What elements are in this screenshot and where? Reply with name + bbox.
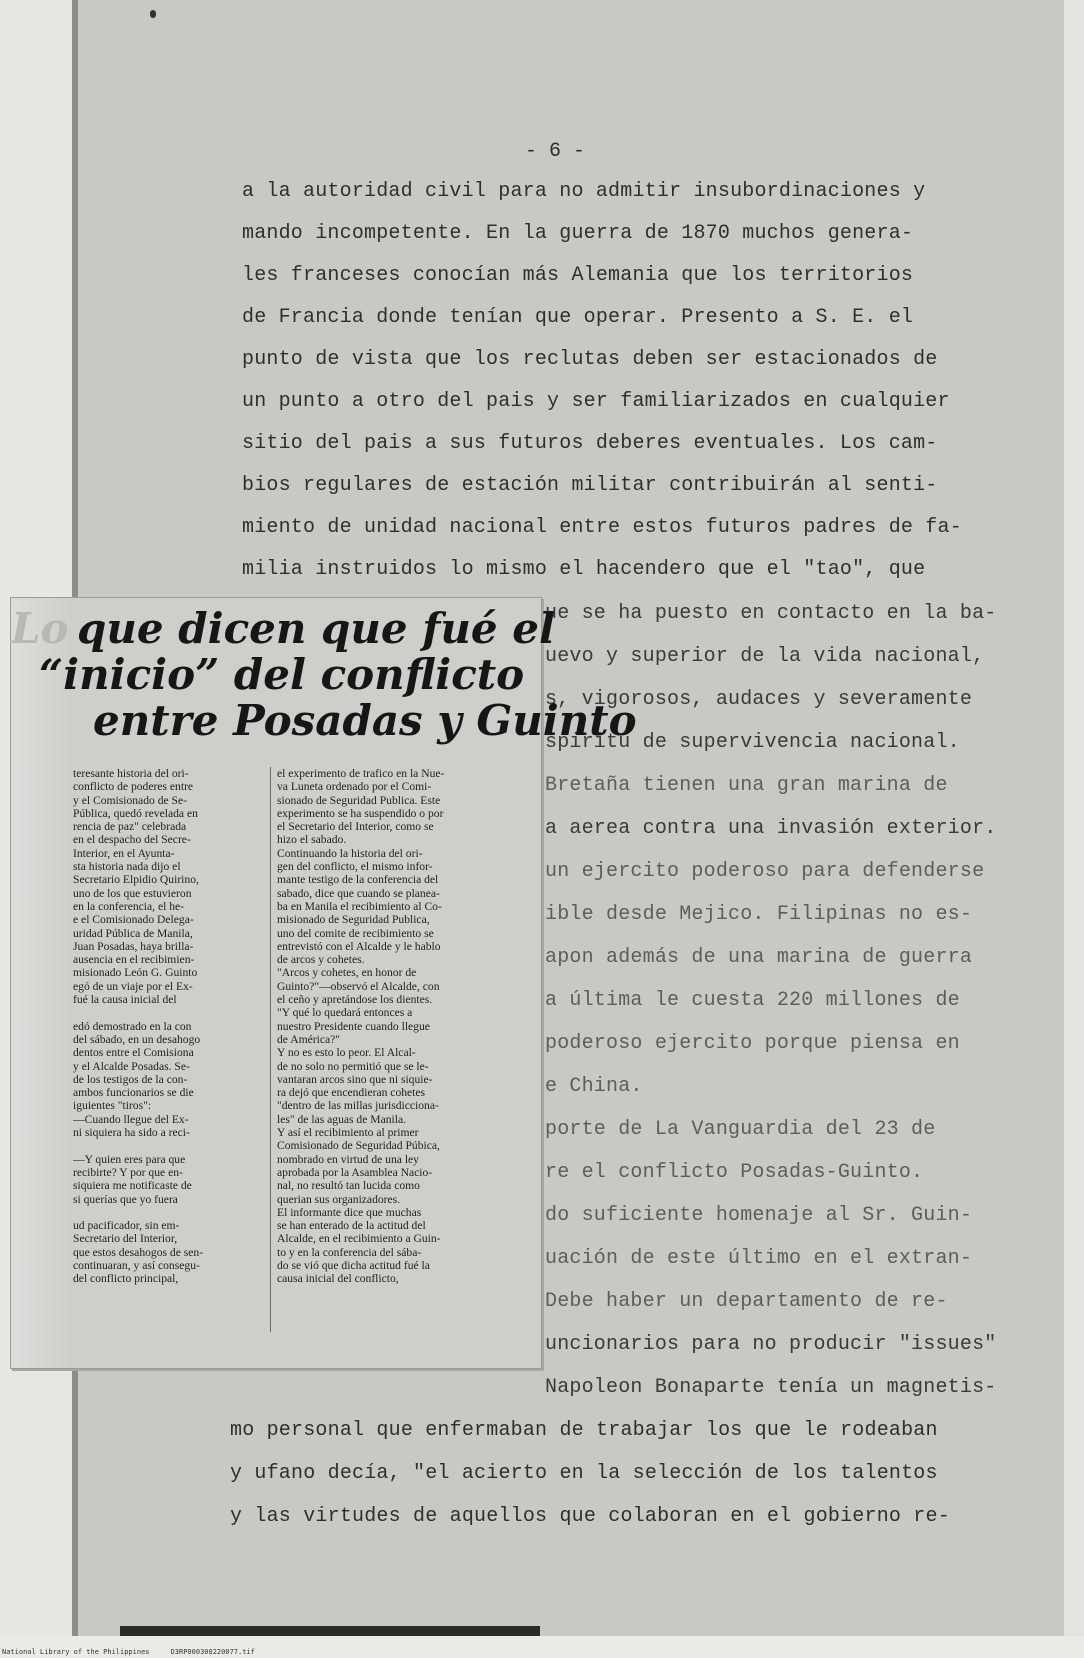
headline-ghost: Lo bbox=[11, 604, 69, 653]
column-line: va Luneta ordenado por el Comi- bbox=[277, 780, 432, 794]
column-line: Juan Posadas, haya brilla- bbox=[73, 939, 194, 953]
typed-line: un ejercito poderoso para defenderse bbox=[545, 860, 985, 883]
column-line: siquiera me notificaste de bbox=[73, 1179, 192, 1193]
column-line: do se vió que dicha actitud fué la bbox=[277, 1258, 430, 1272]
scan-right-margin bbox=[1064, 0, 1084, 1658]
column-line: querian sus organizadores. bbox=[277, 1192, 401, 1206]
typed-line: uncionarios para no producir "issues" bbox=[545, 1333, 997, 1356]
column-line: "Y qué lo quedará entonces a bbox=[277, 1006, 413, 1020]
column-line: vantaran arcos sino que ni siquie- bbox=[277, 1072, 433, 1086]
typed-line: milia instruidos lo mismo el hacendero que el "tao", que bbox=[242, 558, 926, 581]
column-line: El informante dice que muchas bbox=[277, 1205, 422, 1219]
column-line: edó demostrado en la con bbox=[73, 1019, 192, 1033]
column-line: de arcos y cohetes. bbox=[277, 953, 365, 967]
typed-line: bios regulares de estación militar contribuirán al senti- bbox=[242, 474, 938, 497]
column-line: nombrado en virtud de una ley bbox=[277, 1152, 419, 1166]
column-line: nal, no resultó tan lucida como bbox=[277, 1179, 420, 1193]
column-line: y el Alcalde Posadas. Se- bbox=[73, 1059, 190, 1073]
typed-line: mando incompetente. En la guerra de 1870 muchos genera- bbox=[242, 222, 914, 245]
column-line: uno del comite de recibimiento se bbox=[277, 926, 434, 940]
column-line: y el Comisionado de Se- bbox=[73, 793, 187, 807]
column-line: "Arcos y cohetes, en honor de bbox=[277, 966, 417, 980]
column-line: sionado de Seguridad Publica. Este bbox=[277, 793, 441, 807]
column-divider bbox=[270, 767, 271, 1332]
column-line: conflicto de poderes entre bbox=[73, 780, 194, 794]
column-line: Interior, en el Ayunta- bbox=[73, 846, 175, 860]
typed-line: uevo y superior de la vida nacional, bbox=[545, 645, 985, 668]
typed-line: apon además de una marina de guerra bbox=[545, 946, 973, 969]
typed-line: punto de vista que los reclutas deben ser estacionados de bbox=[242, 348, 938, 371]
punch-mark bbox=[150, 10, 156, 18]
clipping-faded-edge bbox=[11, 598, 73, 1368]
scan-dark-edge bbox=[120, 1626, 540, 1636]
column-line: que estos desahogos de sen- bbox=[73, 1245, 204, 1259]
column-line: Continuando la historia del ori- bbox=[277, 846, 423, 860]
column-line: ud pacificador, sin em- bbox=[73, 1219, 180, 1233]
column-line: "dentro de las millas jurisdicciona- bbox=[277, 1099, 439, 1113]
column-line bbox=[73, 1206, 298, 1219]
typed-line: Debe haber un departamento de re- bbox=[545, 1290, 948, 1313]
column-line: misionado de Seguridad Publica, bbox=[277, 913, 430, 927]
typed-line: spiritu de supervivencia nacional. bbox=[545, 731, 960, 754]
headline-line-1: que dicen que fué el bbox=[77, 604, 555, 653]
column-line: uridad Pública de Manila, bbox=[73, 926, 193, 940]
headline-line-3: entre Posadas y Guinto bbox=[93, 696, 637, 745]
typed-line: ue se ha puesto en contacto en la ba- bbox=[545, 602, 997, 625]
column-line: Y así el recibimiento al primer bbox=[277, 1126, 419, 1140]
page-number: - 6 - bbox=[525, 140, 586, 163]
column-line: se han enterado de la actitud del bbox=[277, 1219, 426, 1233]
column-line: recibirte? Y por que en- bbox=[73, 1165, 183, 1179]
column-line: —Cuando llegue del Ex- bbox=[73, 1112, 189, 1126]
column-line: del conflicto principal, bbox=[73, 1272, 179, 1286]
typed-line: a última le cuesta 220 millones de bbox=[545, 989, 960, 1012]
typed-line: ible desde Mejico. Filipinas no es- bbox=[545, 903, 973, 926]
column-line: Secretario del Interior, bbox=[73, 1232, 178, 1246]
column-line: Pública, quedó revelada en bbox=[73, 806, 198, 820]
archive-footer: National Library of the Philippines D3RP000300220077.tif bbox=[2, 1648, 255, 1656]
column-line: ni siquiera ha sido a reci- bbox=[73, 1126, 190, 1140]
column-line: el experimento de trafico en la Nue- bbox=[277, 767, 445, 780]
typed-line: y ufano decía, "el acierto en la selección de los talentos bbox=[230, 1462, 938, 1485]
column-line: Guinto?"—observó el Alcalde, con bbox=[277, 979, 440, 993]
column-line: uno de los que estuvieron bbox=[73, 886, 192, 900]
column-line: dentos entre el Comisiona bbox=[73, 1046, 194, 1060]
column-line: e el Comisionado Delega- bbox=[73, 913, 194, 927]
typed-line: re el conflicto Posadas-Guinto. bbox=[545, 1161, 924, 1184]
typed-line: e China. bbox=[545, 1075, 643, 1098]
typed-line: a la autoridad civil para no admitir insubordinaciones y bbox=[242, 180, 926, 203]
typed-line: Bretaña tienen una gran marina de bbox=[545, 774, 948, 797]
column-line: mante testigo de la conferencia del bbox=[277, 873, 439, 887]
headline-line-2: “inicio” del conflicto bbox=[39, 650, 525, 699]
column-line: les" de las aguas de Manila. bbox=[277, 1112, 407, 1126]
typed-line: s, vigorosos, audaces y severamente bbox=[545, 688, 973, 711]
column-line: continuaran, y así consegu- bbox=[73, 1258, 200, 1272]
column-line: ra dejó que encendieran cohetes bbox=[277, 1086, 426, 1100]
typed-line: do suficiente homenaje al Sr. Guin- bbox=[545, 1204, 973, 1227]
column-line: gen del conflicto, el mismo infor- bbox=[277, 860, 433, 874]
column-line: rencia de paz" celebrada bbox=[73, 820, 187, 834]
column-line: teresante historia del ori- bbox=[73, 767, 189, 780]
column-line: de no solo no permitió que se le- bbox=[277, 1059, 429, 1073]
typed-line: mo personal que enfermaban de trabajar los que le rodeaban bbox=[230, 1419, 938, 1442]
column-line: sta historia nada dijo el bbox=[73, 860, 181, 874]
column-line: si querías que yo fuera bbox=[73, 1192, 178, 1206]
column-line: el Secretario del Interior, como se bbox=[277, 820, 434, 834]
column-line: hizo el sabado. bbox=[277, 833, 347, 847]
typed-line: sitio del pais a sus futuros deberes eventuales. Los cam- bbox=[242, 432, 938, 455]
column-line: entrevistó con el Alcalde y le hablo bbox=[277, 939, 441, 953]
column-line bbox=[73, 1139, 298, 1152]
column-line: sabado, dice que cuando se planea- bbox=[277, 886, 440, 900]
typed-line: les franceses conocían más Alemania que los territorios bbox=[242, 264, 914, 287]
typed-line: de Francia donde tenían que operar. Presento a S. E. el bbox=[242, 306, 914, 329]
footer-strip bbox=[0, 1636, 1084, 1658]
column-line: aprobada por la Asamblea Nacio- bbox=[277, 1165, 433, 1179]
column-line: ba en Manila el recibimiento al Co- bbox=[277, 899, 442, 913]
column-line: egó de un viaje por el Ex- bbox=[73, 979, 193, 993]
column-line: Secretario Elpidio Quirino, bbox=[73, 873, 199, 887]
column-line: experimento se ha suspendido o por bbox=[277, 806, 444, 820]
column-line: nuestro Presidente cuando llegue bbox=[277, 1019, 430, 1033]
column-line: ambos funcionarios se die bbox=[73, 1086, 194, 1100]
column-line: misionado León G. Guinto bbox=[73, 966, 198, 980]
column-line bbox=[73, 1006, 298, 1019]
column-line: en la conferencia, el he- bbox=[73, 899, 185, 913]
column-line: en el despacho del Secre- bbox=[73, 833, 191, 847]
column-line: de los testigos de la con- bbox=[73, 1072, 188, 1086]
column-line: ausencia en el recibimien- bbox=[73, 953, 195, 967]
column-line: Y no es esto lo peor. El Alcal- bbox=[277, 1046, 416, 1060]
typed-line: y las virtudes de aquellos que colaboran en el gobierno re- bbox=[230, 1505, 950, 1528]
column-line: del sábado, en un desahogo bbox=[73, 1032, 201, 1046]
column-line: Alcalde, en el recibimiento a Guin- bbox=[277, 1232, 441, 1246]
typed-line: porte de La Vanguardia del 23 de bbox=[545, 1118, 936, 1141]
column-line: Comisionado de Seguridad Púbica, bbox=[277, 1139, 440, 1153]
typed-line: poderoso ejercito porque piensa en bbox=[545, 1032, 960, 1055]
column-line: to y en la conferencia del sába- bbox=[277, 1245, 422, 1259]
column-line: causa inicial del conflicto, bbox=[277, 1272, 399, 1286]
column-line: —Y quien eres para que bbox=[73, 1152, 186, 1166]
typed-line: a aerea contra una invasión exterior. bbox=[545, 817, 997, 840]
column-line: fué la causa inicial del bbox=[73, 993, 177, 1007]
column-line: iguientes "tiros": bbox=[73, 1099, 152, 1113]
column-line: el ceño y apretándose los dientes. bbox=[277, 993, 433, 1007]
typed-line: miento de unidad nacional entre estos futuros padres de fa- bbox=[242, 516, 962, 539]
clipping-column-1 bbox=[73, 767, 298, 1286]
typed-line: uación de este último en el extran- bbox=[545, 1247, 973, 1270]
clipping-column-2 bbox=[277, 767, 502, 1286]
typed-line: Napoleon Bonaparte tenía un magnetis- bbox=[545, 1376, 997, 1399]
column-line: de América?" bbox=[277, 1032, 340, 1046]
typed-line: un punto a otro del pais y ser familiarizados en cualquier bbox=[242, 390, 950, 413]
